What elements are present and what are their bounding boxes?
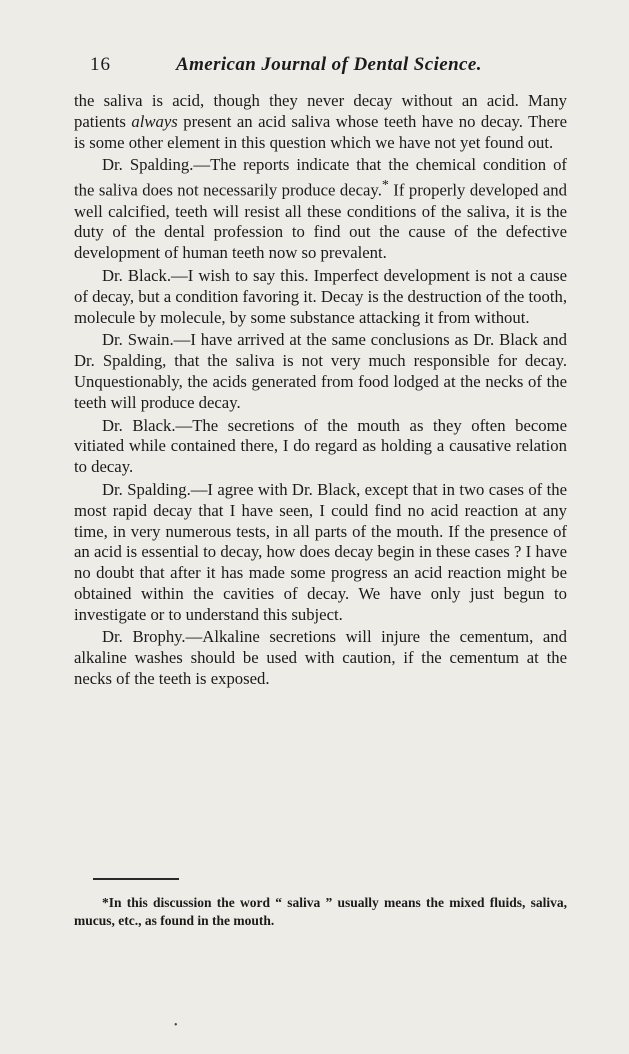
paragraph-swain: Dr. Swain.—I have arrived at the same conclusions as Dr. Black and Dr. Spalding, that the saliva is not very much responsible for decay. Unquestionably, the acids generated from food lodged at the necks of the teeth will produce decay.: [74, 330, 567, 412]
article-body: [74, 91, 567, 692]
footnote-text: *In this discussion the word “ saliva ” usually means the mixed fluids, saliva, mucus, etc., as found in the mouth.: [74, 895, 567, 928]
page-header: [90, 54, 530, 84]
footnote: [74, 894, 567, 930]
text-run: If properly developed and well calcified, teeth will resist all these conditions of the saliva, it is the duty of the dental profession to find out the cause of the defective development of human teeth now so prevalent.: [74, 180, 567, 263]
footnote-marker: *: [381, 178, 389, 194]
paragraph-spalding-2: Dr. Spalding.—I agree with Dr. Black, except that in two cases of the most rapid decay that I have seen, I could find no acid reaction at any time, in very numerous tests, in all parts of the mouth. If the presence of an acid is essential to decay, how does decay begin in these cases ? I have no doubt that after it has made some progress an acid reaction might be obtained within the cavities of decay. We have only just begun to investigate or to understand this subject.: [74, 479, 567, 624]
paragraph-black-1: Dr. Black.—I wish to say this. Imperfect development is not a cause of decay, but a condition favoring it. Decay is the destruction of the tooth, molecule by molecule, by some substance attacking it from without.: [74, 265, 567, 327]
page-number: 16: [90, 54, 111, 75]
paragraph-continuation: [74, 91, 567, 153]
stray-mark: •: [174, 1020, 178, 1031]
emphasis-always: always: [131, 111, 178, 131]
running-title: American Journal of Dental Science.: [176, 54, 482, 75]
text-run: present an acid saliva whose teeth have no decay. There is some other element in this question which we have not yet found out.: [74, 111, 568, 152]
paragraph-black-2: Dr. Black.—The secretions of the mouth as they often become vitiated while contained there, I do regard as holding a causative relation to decay.: [74, 415, 567, 477]
text-run: Dr. Spalding.—The reports indicate that the chemical condition of the saliva does not necessarily produce decay.: [74, 155, 567, 200]
text-run: the saliva is acid, though they never decay without an acid. Many patients: [74, 91, 567, 131]
paragraph-brophy: Dr. Brophy.—Alkaline secretions will injure the cementum, and alkaline washes should be used with caution, if the cementum at the necks of the teeth is exposed.: [74, 627, 567, 689]
footnote-divider: [93, 878, 179, 880]
paragraph-spalding-1: [74, 155, 567, 264]
